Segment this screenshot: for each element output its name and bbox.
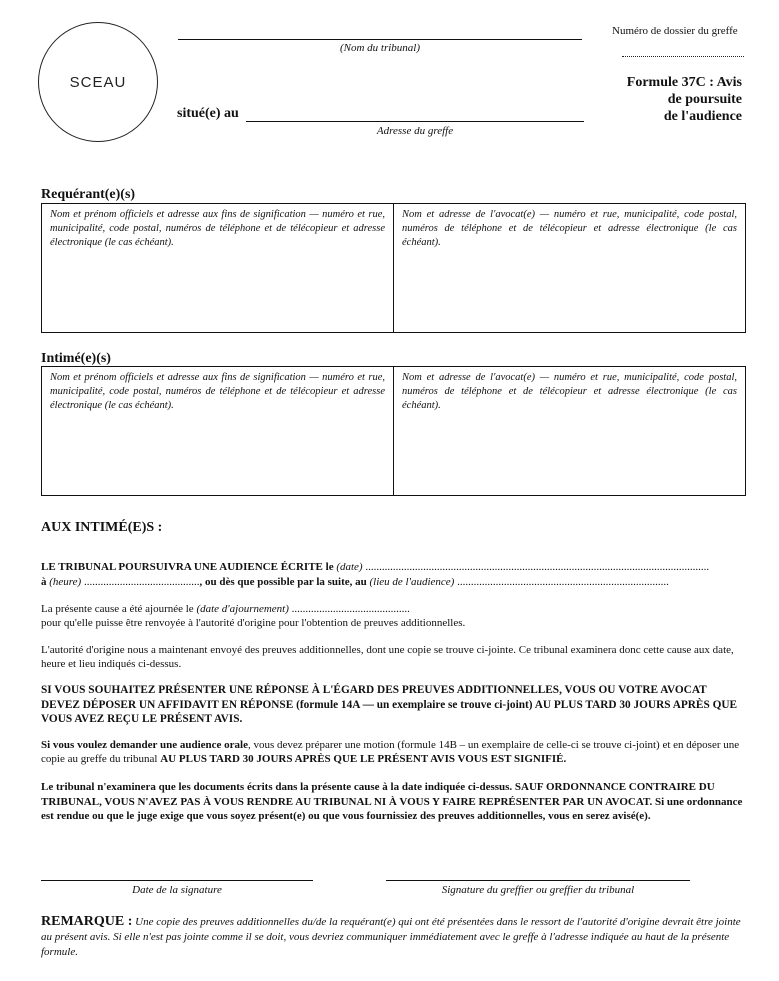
note-paragraph	[41, 914, 746, 960]
applicant-details-field[interactable]: Nom et prénom officiels et adresse aux fins de signification — numéro et rue, municipalité, code postal, numéros de téléphone et de télécopieur et adresse électronique (le cas échéant).	[50, 209, 385, 248]
respondents-label: Intimé(e)(s)	[41, 351, 111, 366]
oral-hearing-paragraph	[41, 738, 746, 766]
applicant-lawyer-field[interactable]: Nom et adresse de l'avocat(e) — numéro et rue, municipalité, code postal, numéros de téléphone et de télécopieur et adresse électronique (le cas échéant).	[393, 204, 745, 332]
oral-hearing-deadline: AU PLUS TARD 30 JOURS APRÈS QUE LE PRÉSENT AVIS VOUS EST SIGNIFIÉ.	[160, 753, 567, 765]
form-title-line3: de l'audience	[663, 109, 742, 124]
located-at-label: situé(e) au	[177, 106, 239, 121]
hearing-time-field[interactable]: ..........................................	[83, 576, 200, 588]
court-name-line[interactable]	[178, 39, 582, 40]
court-name-caption: (Nom du tribunal)	[339, 42, 421, 54]
hearing-line-1	[41, 560, 746, 574]
oral-hearing-intro: Si vous voulez demander une audience orale	[41, 739, 248, 751]
adjourned-date-caption: (date d'ajournement)	[196, 603, 289, 615]
hearing-place-caption: (lieu de l'audience)	[369, 576, 455, 588]
to-respondents-heading: AUX INTIMÉ(E)S :	[41, 520, 163, 535]
adjourned-intro: La présente cause a été ajournée le	[41, 603, 194, 615]
oral-hearing-instructions: , vous devez préparer une motion (formule 14B – un exemplaire de celle-ci se trouve ci-joint) et en déposer une copie au greffe du tribunal	[41, 739, 740, 765]
origin-paragraph: L'autorité d'origine nous a maintenant envoyé des preuves additionnelles, dont une copie se trouve ci-jointe. Ce tribunal examinera donc cette cause aux date, heure et lieu indiqués ci-dessus.	[41, 644, 734, 670]
registry-address-caption: Adresse du greffe	[376, 125, 454, 137]
adjourned-date-field[interactable]: ...........................................	[291, 603, 410, 615]
respondent-details-field[interactable]: Nom et prénom officiels et adresse aux fins de signification — numéro et rue, municipalité, code postal, numéros de téléphone et de télécopieur et adresse électronique (le cas échéant).	[50, 372, 385, 411]
respondent-lawyer-field[interactable]: Nom et adresse de l'avocat(e) — numéro et rue, municipalité, code postal, numéros de téléphone et de télécopieur et adresse électronique (le cas échéant).	[393, 367, 745, 495]
applicants-label: Requérant(e)(s)	[41, 187, 136, 202]
hearing-intro: LE TRIBUNAL POURSUIVRA UNE AUDIENCE ÉCRITE le	[41, 561, 334, 573]
adjourned-line	[41, 602, 746, 616]
signature-date-caption: Date de la signature	[132, 884, 222, 896]
written-hearing-paragraph: Le tribunal n'examinera que les documents écrits dans la présente cause à la date indiquée ci-dessus. SAUF ORDONNANCE CONTRAIRE DU TRIBUNAL, VOUS N'AVEZ PAS À VOUS RENDRE AU TRIBUNAL NI À VOUS Y FAIRE REPRÉSENTER PAR UN AVOCAT. Si une ordonnance est rendue ou que le juge exige que vous soyez présent(e) ou que vous fournissiez des preuves additionnelles, vous en serez avisé(e).	[41, 781, 743, 822]
registry-address-line[interactable]	[246, 121, 584, 122]
applicants-box	[41, 203, 746, 333]
note-label: REMARQUE :	[41, 914, 133, 929]
hearing-at-label: à	[41, 576, 47, 588]
note-text: Une copie des preuves additionnelles du/de la requérant(e) qui ont été présentées dans le ressort de l'autorité d'origine devrait être jointe au présent avis. Si elle n'est pas jointe comme il se doit, vous devriez communiquer immédiatement avec le greffe à l'adresse indiquée au haut de la présente formule.	[41, 916, 741, 958]
adjourned-reason: pour qu'elle puisse être renvoyée à l'autorité d'origine pour l'obtention de preuves additionnelles.	[41, 617, 466, 629]
form-title-line1: Formule 37C : Avis	[626, 75, 742, 90]
hearing-time-caption: (heure)	[49, 576, 82, 588]
hearing-line-2	[41, 575, 746, 589]
file-number-label: Numéro de dossier du greffe	[612, 25, 738, 37]
hearing-place-field[interactable]: .............................................................................	[457, 576, 669, 588]
hearing-date-field[interactable]: .............................................................................................................................	[365, 561, 710, 573]
seal-circle	[38, 22, 158, 142]
file-number-field[interactable]	[622, 56, 744, 57]
clerk-signature-line[interactable]	[386, 880, 690, 881]
clerk-signature-caption: Signature du greffier ou greffier du tribunal	[441, 884, 635, 896]
seal-label: SCEAU	[69, 73, 127, 91]
signature-date-line[interactable]	[41, 880, 313, 881]
form-title-line2: de poursuite	[667, 92, 742, 107]
respondents-box	[41, 366, 746, 496]
hearing-soon-label: , ou dès que possible par la suite, au	[199, 576, 367, 588]
form-title	[627, 74, 742, 125]
hearing-date-caption: (date)	[336, 561, 363, 573]
answer-paragraph: SI VOUS SOUHAITEZ PRÉSENTER UNE RÉPONSE À L'ÉGARD DES PREUVES ADDITIONNELLES, VOUS OU VOTRE AVOCAT DEVEZ DÉPOSER UN AFFIDAVIT EN RÉPONSE (formule 14A — un exemplaire se trouve ci-joint) AU PLUS TARD 30 JOURS APRÈS QUE VOUS AVEZ REÇU LE PRÉSENT AVIS.	[41, 684, 738, 725]
